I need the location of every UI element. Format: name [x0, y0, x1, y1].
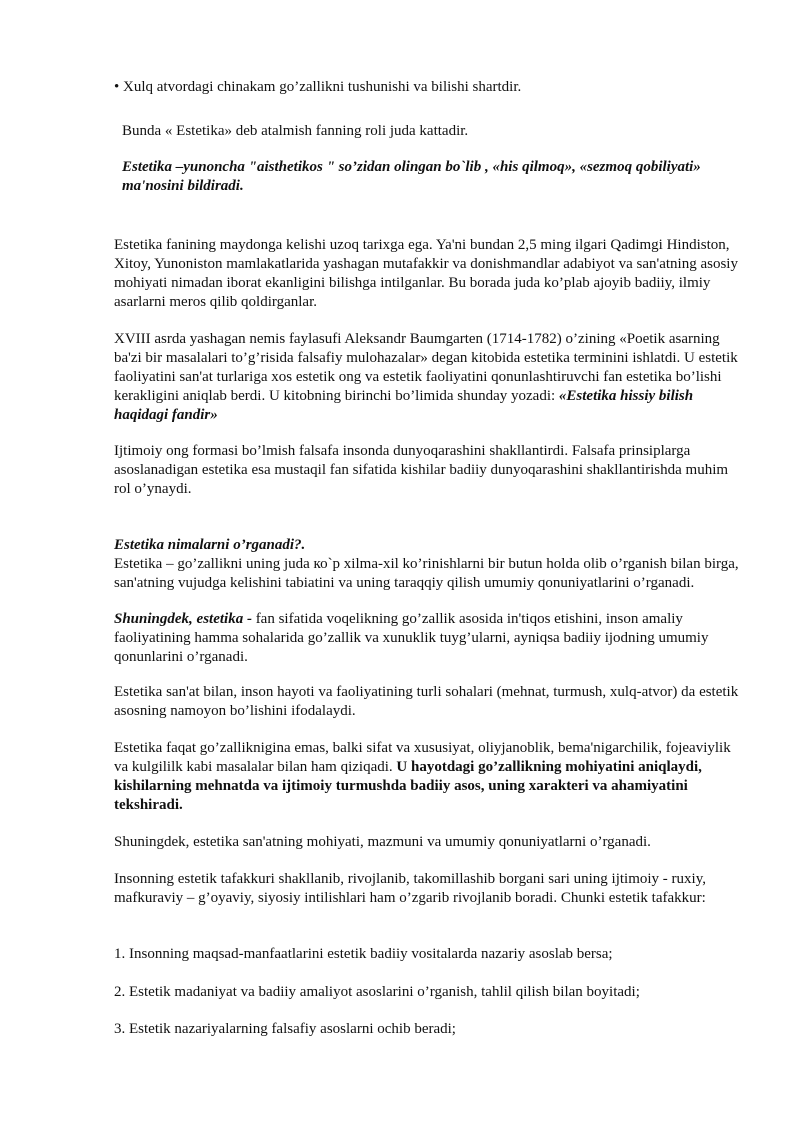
- philosophy-paragraph: Ijtimoiy ong formasi bo’lmish falsafa insonda dunyoqarashini shakllantirdi. Falsafa prinsiplarga asoslanadigan estetika esa mustaqil fan sifatida kishilar badiiy dunyoqarashini shakllantirishda muhim rol o’ynaydi.: [114, 443, 729, 497]
- beauty-bold: U hayotdagi go’zallikning mohiyatini aniqlaydi, kishilarning mehnatda va ijtimoiy turmushda badiiy asos, uning xarakteri va ahamiyatini tekshiradi.: [114, 759, 702, 813]
- definition-paragraph: Estetika –yunoncha "aisthetikos " so’zidan olingan bo`lib , «his qilmoq», «sezmoq qobiliyati» ma'nosini bildiradi.: [122, 159, 701, 194]
- baumgarten-text: XVIII asrda yashagan nemis faylasufi Aleksandr Baumgarten (1714-1782) o’zining «Poetik asarning ba'zi bir masalalari to’g’risida falsafiy mulohazalar» degan kitobida estetika terminini ishlatdi. U estetik faoliyatini san'at turlariga xos estetik ong va estetik faoliyatini qonunlashtiruvchi fan estetika bo’lishi kerakligini aniqlab berdi. U kitobning birinchi bo’limida shunday yozadi:: [114, 331, 738, 404]
- list-item: 2. Estetik madaniyat va badiiy amaliyot asoslarini o’rganish, tahlil qilish bilan boyitadi;: [114, 984, 640, 1000]
- baumgarten-quote: «Estetika hissiy bilish haqidagi fandir»: [114, 388, 694, 423]
- intro-paragraph: Bunda « Estetika» deb atalmish fanning roli juda kattadir.: [122, 123, 469, 139]
- beauty-paragraph: [114, 739, 744, 815]
- list-item: 1. Insonning maqsad-manfaatlarini estetik badiiy vositalarda nazariy asoslab bersa;: [114, 946, 613, 962]
- bullet-line: • Xulq atvordagi chinakam go’zallikni tushunishi va bilishi shartdir.: [114, 79, 522, 95]
- thinking-paragraph: Insonning estetik tafakkuri shakllanib, rivojlanib, takomillashib borgani sari uning ijtimoiy - ruxiy, mafkuraviy – g’oyaviy, siyosiy intilishlari ham o’zgarib rivojlanib boradi. Chunki estetik tafakkur:: [114, 871, 706, 906]
- shuningdek-text: fan sifatida voqelikning go’zallik asosida in'tiqos etishini, inson amaliy faoliyatining hamma sohalarida go’zallik va xunuklik tuyg’ularni, ayniqsa badiiy ijodning umumiy qonunlarini o’rganadi.: [114, 611, 709, 665]
- beauty-text: Estetika faqat go’zallikniginа emas, balki sifat va xususiyat, oliyjanoblik, bema'nigarchilik, fojeaviylik va kulgililk kabi masalalar bilan ham qiziqadi.: [114, 740, 731, 775]
- question-answer: Estetika – go’zallikni uning juda ко`p xilma-xil ko’rinishlarni bir butun holda olib o’rganish bilan birga, san'atning vujudga kelishini tabiatini va uning taraqqiy qilish umumiy qonuniyatlarini o’rganadi.: [114, 556, 739, 591]
- history-paragraph: Estetika fanining maydonga kelishi uzoq tarixga ega. Ya'ni bundan 2,5 ming ilgari Qadimgi Hindiston, Xitoy, Yunoniston mamlakatlarida yashagan mutafakkir va donishmandlar adabiyot va san'atning asosiy mohiyati nimadan iborat ekanligini bilishga intilganlar. Bu borada juda ko’plab ajoyib badiiy, ilmiy asarlarni meros qilib qoldirganlar.: [114, 237, 738, 310]
- list-item: 3. Estetik nazariyalarning falsafiy asoslarni ochib beradi;: [114, 1021, 456, 1037]
- baumgarten-paragraph: [114, 330, 744, 425]
- shuningdek-paragraph: [114, 610, 744, 667]
- art-life-paragraph: Estetika san'at bilan, inson hayoti va faoliyatining turli sohalari (mehnat, turmush, xulq-atvor) da estetik asosning namoyon bo’lishini ifodalaydi.: [114, 684, 739, 719]
- shuningdek-lead: Shuningdek, estetika -: [114, 611, 256, 627]
- art-essence-paragraph: Shuningdek, estetika san'atning mohiyati, mazmuni va umumiy qonuniyatlarni o’rganadi.: [114, 834, 651, 850]
- question-heading: Estetika nimalarni o’rganadi?.: [114, 537, 306, 553]
